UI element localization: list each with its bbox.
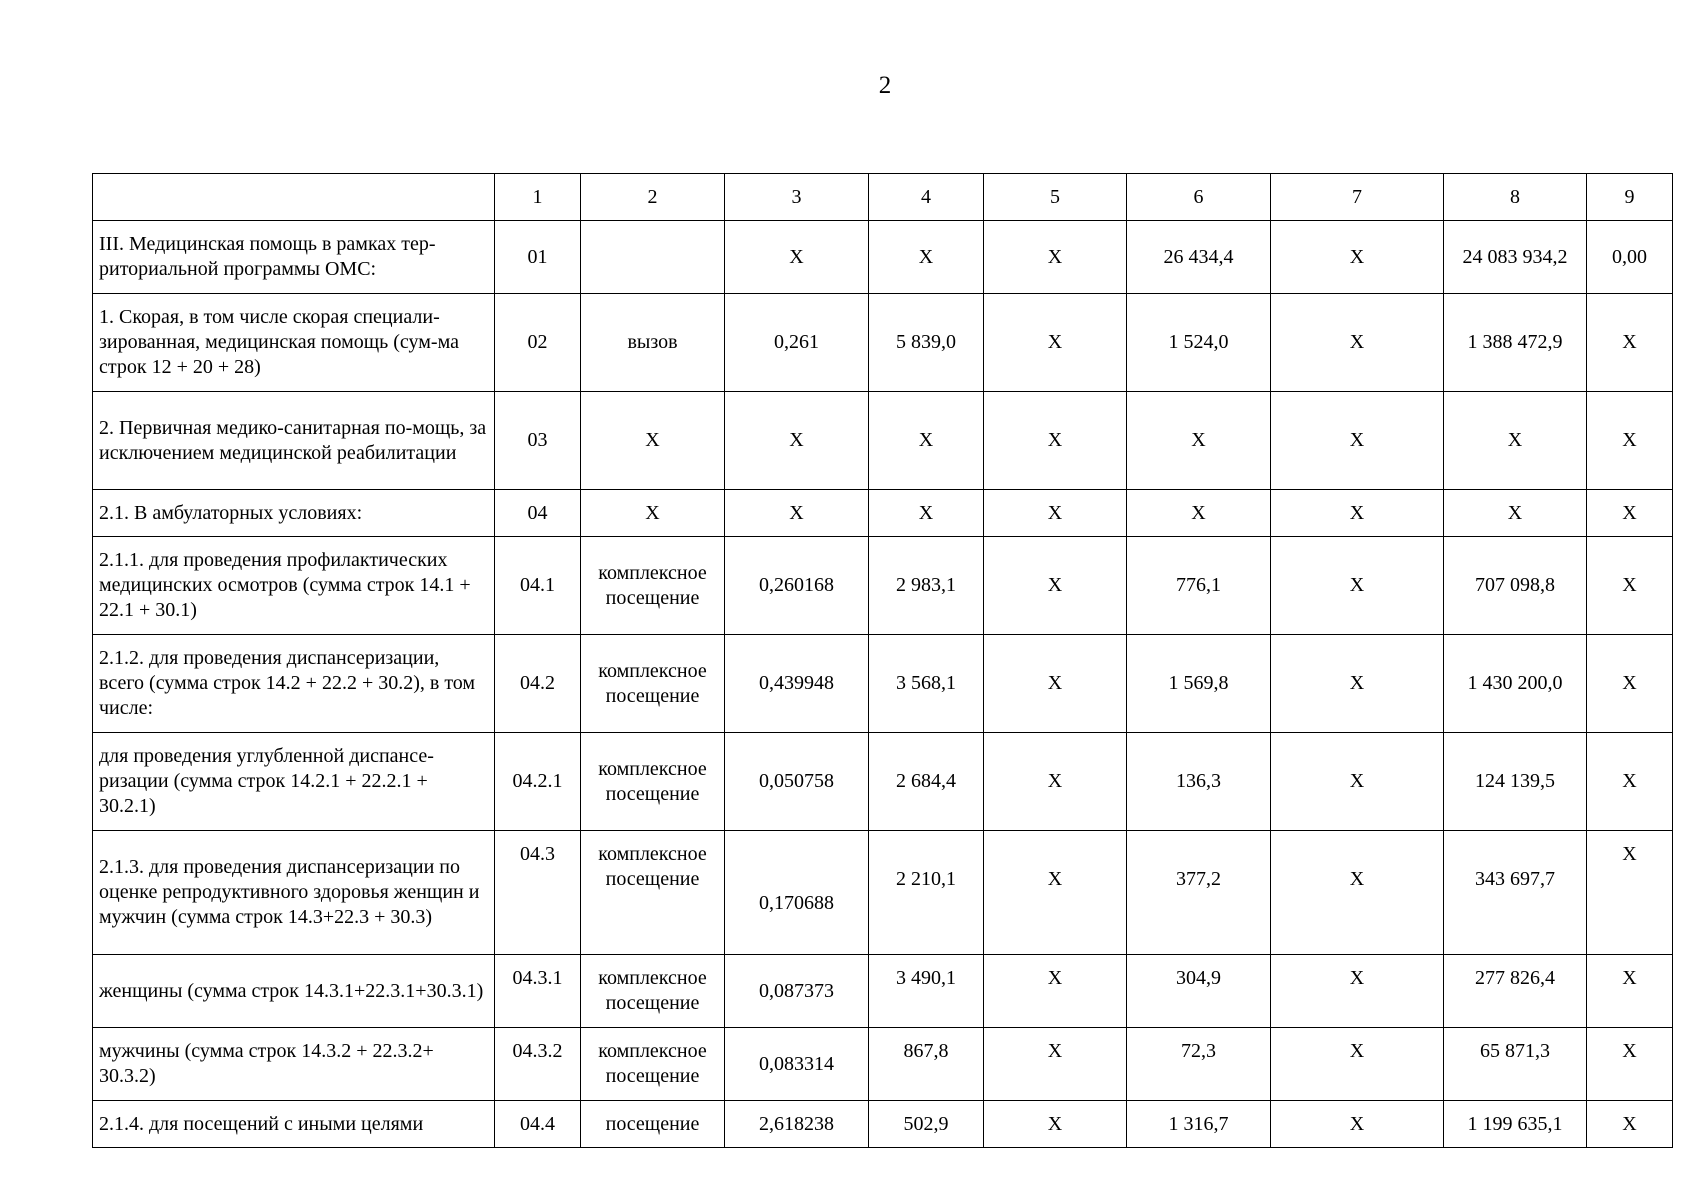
row-code: 04.4 bbox=[495, 1101, 581, 1148]
cell-c7: X bbox=[1271, 1028, 1444, 1101]
cell-c4: X bbox=[869, 392, 984, 490]
header-cell: 8 bbox=[1444, 174, 1587, 221]
table-row bbox=[93, 831, 1673, 955]
cell-c5: X bbox=[984, 1028, 1127, 1101]
row-code: 01 bbox=[495, 221, 581, 294]
row-code: 03 bbox=[495, 392, 581, 490]
cell-c9: X bbox=[1587, 392, 1673, 490]
cell-c8: 707 098,8 bbox=[1444, 537, 1587, 635]
cell-c3: 0,170688 bbox=[725, 831, 869, 955]
cell-c7: X bbox=[1271, 831, 1444, 955]
header-cell bbox=[93, 174, 495, 221]
cell-c8: X bbox=[1444, 490, 1587, 537]
table-row bbox=[93, 635, 1673, 733]
cell-c6: 136,3 bbox=[1127, 733, 1271, 831]
cell-c5: X bbox=[984, 221, 1127, 294]
cell-c4: 867,8 bbox=[869, 1028, 984, 1101]
row-name: 2.1. В амбулаторных условиях: bbox=[93, 490, 495, 537]
cell-c6: 72,3 bbox=[1127, 1028, 1271, 1101]
row-code: 04 bbox=[495, 490, 581, 537]
row-unit: посещение bbox=[581, 1101, 725, 1148]
header-row bbox=[93, 174, 1673, 221]
row-name: 2.1.3. для проведения диспансеризации по оценке репродуктивного здоровья женщин и мужчин (сумма строк 14.3+22.3 + 30.3) bbox=[93, 831, 495, 955]
row-code: 04.3 bbox=[495, 831, 581, 955]
header-cell: 3 bbox=[725, 174, 869, 221]
cell-c4: X bbox=[869, 490, 984, 537]
row-name: 2.1.4. для посещений с иными целями bbox=[93, 1101, 495, 1148]
cell-c5: X bbox=[984, 490, 1127, 537]
cell-c6: 776,1 bbox=[1127, 537, 1271, 635]
cell-c9: X bbox=[1587, 537, 1673, 635]
page-number: 2 bbox=[878, 72, 892, 99]
cell-c8: 343 697,7 bbox=[1444, 831, 1587, 955]
table-row bbox=[93, 221, 1673, 294]
cell-c5: X bbox=[984, 831, 1127, 955]
cell-c7: X bbox=[1271, 635, 1444, 733]
table-row bbox=[93, 392, 1673, 490]
cell-c8: 1 199 635,1 bbox=[1444, 1101, 1587, 1148]
row-name: 2.1.2. для проведения диспансеризации, всего (сумма строк 14.2 + 22.2 + 30.2), в том числе: bbox=[93, 635, 495, 733]
cell-c6: 26 434,4 bbox=[1127, 221, 1271, 294]
header-cell: 5 bbox=[984, 174, 1127, 221]
cell-c3: 0,439948 bbox=[725, 635, 869, 733]
cell-c3: 0,083314 bbox=[725, 1028, 869, 1101]
cell-c9: 0,00 bbox=[1587, 221, 1673, 294]
cell-c6: 1 569,8 bbox=[1127, 635, 1271, 733]
row-name: для проведения углубленной диспансе-ризации (сумма строк 14.2.1 + 22.2.1 + 30.2.1) bbox=[93, 733, 495, 831]
row-unit bbox=[581, 221, 725, 294]
cell-c6: X bbox=[1127, 392, 1271, 490]
row-unit: X bbox=[581, 392, 725, 490]
cell-c7: X bbox=[1271, 733, 1444, 831]
cell-c4: 502,9 bbox=[869, 1101, 984, 1148]
cell-c8: 1 388 472,9 bbox=[1444, 294, 1587, 392]
row-unit: комплексное посещение bbox=[581, 537, 725, 635]
cell-c8: X bbox=[1444, 392, 1587, 490]
cell-c8: 277 826,4 bbox=[1444, 955, 1587, 1028]
header-cell: 4 bbox=[869, 174, 984, 221]
row-name: женщины (сумма строк 14.3.1+22.3.1+30.3.1) bbox=[93, 955, 495, 1028]
cell-c4: 3 490,1 bbox=[869, 955, 984, 1028]
cell-c8: 124 139,5 bbox=[1444, 733, 1587, 831]
row-code: 04.2 bbox=[495, 635, 581, 733]
table-row bbox=[93, 955, 1673, 1028]
cell-c6: 304,9 bbox=[1127, 955, 1271, 1028]
header-cell: 9 bbox=[1587, 174, 1673, 221]
cell-c4: 2 210,1 bbox=[869, 831, 984, 955]
row-unit: X bbox=[581, 490, 725, 537]
cell-c4: 2 684,4 bbox=[869, 733, 984, 831]
row-unit: комплексное посещение bbox=[581, 733, 725, 831]
cell-c6: X bbox=[1127, 490, 1271, 537]
cell-c4: X bbox=[869, 221, 984, 294]
table-row bbox=[93, 490, 1673, 537]
row-unit: комплексное посещение bbox=[581, 635, 725, 733]
header-cell: 1 bbox=[495, 174, 581, 221]
cell-c9: X bbox=[1587, 635, 1673, 733]
table-row bbox=[93, 537, 1673, 635]
cell-c9: X bbox=[1587, 1028, 1673, 1101]
cell-c5: X bbox=[984, 635, 1127, 733]
row-unit: комплексное посещение bbox=[581, 1028, 725, 1101]
table-row bbox=[93, 733, 1673, 831]
header-cell: 6 bbox=[1127, 174, 1271, 221]
cell-c5: X bbox=[984, 733, 1127, 831]
cell-c3: 0,087373 bbox=[725, 955, 869, 1028]
cell-c5: X bbox=[984, 955, 1127, 1028]
cell-c8: 1 430 200,0 bbox=[1444, 635, 1587, 733]
cell-c7: X bbox=[1271, 221, 1444, 294]
cell-c6: 377,2 bbox=[1127, 831, 1271, 955]
row-name: III. Медицинская помощь в рамках тер-риториальной программы ОМС: bbox=[93, 221, 495, 294]
cell-c5: X bbox=[984, 1101, 1127, 1148]
cell-c7: X bbox=[1271, 392, 1444, 490]
row-name: мужчины (сумма строк 14.3.2 + 22.3.2+ 30.3.2) bbox=[93, 1028, 495, 1101]
cell-c7: X bbox=[1271, 955, 1444, 1028]
row-unit: комплексное посещение bbox=[581, 955, 725, 1028]
cell-c6: 1 524,0 bbox=[1127, 294, 1271, 392]
cell-c3: 0,260168 bbox=[725, 537, 869, 635]
cell-c5: X bbox=[984, 537, 1127, 635]
row-name: 2.1.1. для проведения профилактических медицинских осмотров (сумма строк 14.1 + 22.1 + 30.1) bbox=[93, 537, 495, 635]
cell-c4: 3 568,1 bbox=[869, 635, 984, 733]
cell-c4: 5 839,0 bbox=[869, 294, 984, 392]
cell-c7: X bbox=[1271, 294, 1444, 392]
cell-c7: X bbox=[1271, 537, 1444, 635]
cell-c3: X bbox=[725, 490, 869, 537]
row-code: 02 bbox=[495, 294, 581, 392]
row-code: 04.2.1 bbox=[495, 733, 581, 831]
cell-c3: 0,050758 bbox=[725, 733, 869, 831]
cell-c4: 2 983,1 bbox=[869, 537, 984, 635]
header-cell: 2 bbox=[581, 174, 725, 221]
header-cell: 7 bbox=[1271, 174, 1444, 221]
cell-c9: X bbox=[1587, 733, 1673, 831]
cell-c9: X bbox=[1587, 831, 1673, 955]
cell-c8: 65 871,3 bbox=[1444, 1028, 1587, 1101]
row-unit: вызов bbox=[581, 294, 725, 392]
cell-c3: X bbox=[725, 392, 869, 490]
row-name: 1. Скорая, в том числе скорая специали-зированная, медицинская помощь (сум-ма строк 12 + 20 + 28) bbox=[93, 294, 495, 392]
cell-c7: X bbox=[1271, 1101, 1444, 1148]
cell-c5: X bbox=[984, 392, 1127, 490]
cell-c3: 2,618238 bbox=[725, 1101, 869, 1148]
cell-c6: 1 316,7 bbox=[1127, 1101, 1271, 1148]
cell-c3: 0,261 bbox=[725, 294, 869, 392]
table-row bbox=[93, 294, 1673, 392]
cell-c5: X bbox=[984, 294, 1127, 392]
cell-c8: 24 083 934,2 bbox=[1444, 221, 1587, 294]
cell-c9: X bbox=[1587, 294, 1673, 392]
cell-c9: X bbox=[1587, 490, 1673, 537]
cell-c7: X bbox=[1271, 490, 1444, 537]
cell-c9: X bbox=[1587, 1101, 1673, 1148]
row-name: 2. Первичная медико-санитарная по-мощь, за исключением медицинской реабилитации bbox=[93, 392, 495, 490]
table-row bbox=[93, 1028, 1673, 1101]
data-table bbox=[92, 173, 1673, 1148]
row-code: 04.3.2 bbox=[495, 1028, 581, 1101]
row-code: 04.3.1 bbox=[495, 955, 581, 1028]
row-unit: комплексное посещение bbox=[581, 831, 725, 955]
row-code: 04.1 bbox=[495, 537, 581, 635]
cell-c3: X bbox=[725, 221, 869, 294]
table-row bbox=[93, 1101, 1673, 1148]
cell-c9: X bbox=[1587, 955, 1673, 1028]
